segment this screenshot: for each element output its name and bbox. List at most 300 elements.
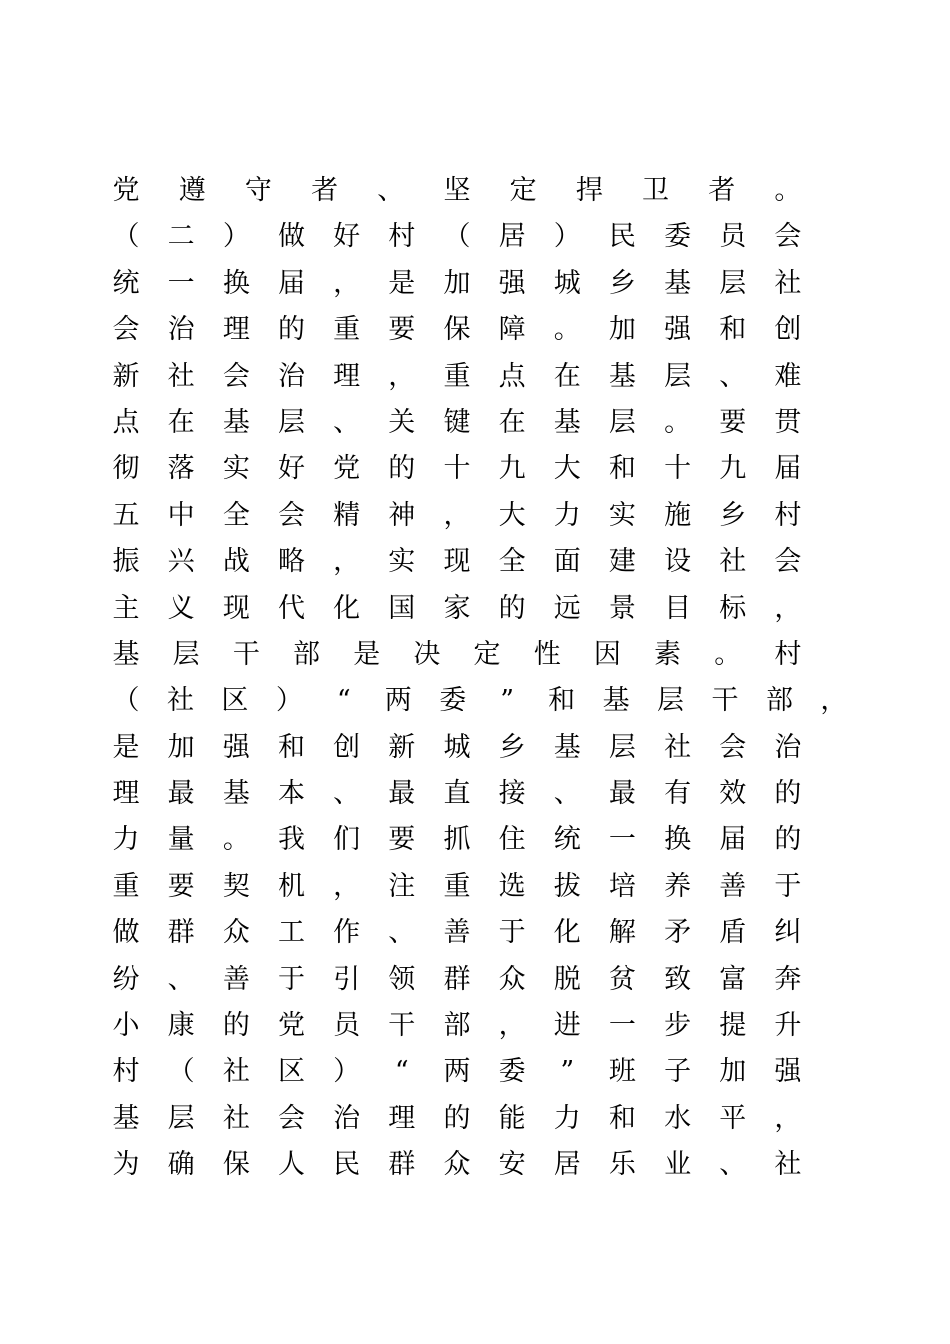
text-char: 神 <box>388 499 416 531</box>
text-char: 于 <box>277 963 305 995</box>
text-char: “ <box>336 685 351 717</box>
text-char: 班 <box>608 1056 636 1088</box>
text-char: 要 <box>388 824 416 856</box>
text-char: 于 <box>774 870 802 902</box>
text-char: 全 <box>222 499 250 531</box>
text-char: 基 <box>664 267 692 299</box>
text-char: 委 <box>498 1056 526 1088</box>
text-char: 党 <box>277 1010 305 1042</box>
text-char: 众 <box>222 917 250 949</box>
text-char: 居 <box>498 221 526 253</box>
text-line <box>110 586 804 632</box>
text-line <box>110 678 850 724</box>
text-char: 直 <box>443 778 471 810</box>
text-char: 实 <box>222 453 250 485</box>
text-char: 捍 <box>575 175 603 206</box>
text-char: 村 <box>112 1056 140 1088</box>
text-char: 机 <box>277 870 305 902</box>
text-char: 。 <box>222 824 250 856</box>
text-char: 面 <box>553 546 581 578</box>
text-char: 群 <box>167 917 195 949</box>
text-char: 因 <box>593 638 621 670</box>
text-char: 治 <box>774 731 802 763</box>
text-char: 换 <box>664 824 692 856</box>
text-char: ） <box>275 685 303 717</box>
text-char: （ <box>112 685 140 717</box>
text-char: 效 <box>719 778 747 810</box>
text-char: 做 <box>277 221 305 253</box>
text-char: 障 <box>498 314 526 346</box>
text-char: ， <box>333 546 361 578</box>
text-char: 居 <box>553 1149 581 1181</box>
text-char: 村 <box>388 221 416 253</box>
text-char: ” <box>560 1056 575 1088</box>
text-char: 强 <box>222 731 250 763</box>
text-char: 盾 <box>719 917 747 949</box>
text-char: 接 <box>498 778 526 810</box>
text-char: 实 <box>388 546 416 578</box>
text-char: 层 <box>657 685 685 717</box>
text-char: 标 <box>719 592 747 624</box>
text-char: 是 <box>388 267 416 299</box>
text-char: 义 <box>167 592 195 624</box>
text-char: 基 <box>553 406 581 438</box>
text-char: 力 <box>553 1102 581 1134</box>
text-char: ” <box>500 685 515 717</box>
text-char: 社 <box>719 546 747 578</box>
text-char: 纷 <box>112 963 140 995</box>
text-char: 略 <box>277 546 305 578</box>
text-char: 量 <box>167 824 195 856</box>
text-char: 乡 <box>719 499 747 531</box>
text-char: 社 <box>167 360 195 392</box>
text-char: 村 <box>774 638 802 670</box>
text-char: 城 <box>443 731 471 763</box>
text-char: 遵 <box>178 175 206 206</box>
text-char: 两 <box>443 1056 471 1088</box>
text-char: 层 <box>608 406 636 438</box>
text-char: 素 <box>654 638 682 670</box>
text-char: 党 <box>333 453 361 485</box>
text-char: 者 <box>311 175 339 206</box>
text-char: 的 <box>222 1010 250 1042</box>
text-char: 好 <box>333 221 361 253</box>
text-char: 善 <box>443 917 471 949</box>
text-char: 群 <box>388 1149 416 1181</box>
text-line <box>110 446 804 492</box>
text-char: 人 <box>277 1149 305 1181</box>
text-char: 有 <box>664 778 692 810</box>
text-char: 定 <box>509 175 537 206</box>
text-char: 基 <box>112 638 140 670</box>
text-line <box>110 493 804 539</box>
text-char: 换 <box>222 267 250 299</box>
body-text <box>110 168 850 1189</box>
text-char: ， <box>774 1102 802 1134</box>
text-char: 化 <box>553 917 581 949</box>
text-char: 点 <box>112 406 140 438</box>
text-char: （ <box>112 221 140 253</box>
text-char: 干 <box>232 638 260 670</box>
text-char: 们 <box>333 824 361 856</box>
text-char: 设 <box>664 546 692 578</box>
text-char: 和 <box>277 731 305 763</box>
text-char: 最 <box>388 778 416 810</box>
text-char: 坚 <box>443 175 471 206</box>
text-char: 基 <box>602 685 630 717</box>
text-char: 难 <box>774 360 802 392</box>
text-char: 社 <box>664 731 692 763</box>
text-char: 层 <box>277 406 305 438</box>
text-char: 要 <box>388 314 416 346</box>
text-char: 一 <box>167 267 195 299</box>
text-char: 振 <box>112 546 140 578</box>
text-char: 能 <box>498 1102 526 1134</box>
text-char: 、 <box>167 963 195 995</box>
text-char: 委 <box>664 221 692 253</box>
text-char: 乐 <box>608 1149 636 1181</box>
text-char: 乡 <box>608 267 636 299</box>
text-char: 和 <box>608 1102 636 1134</box>
text-char: 康 <box>167 1010 195 1042</box>
text-line <box>110 725 804 771</box>
text-char: ， <box>388 360 416 392</box>
text-char: 层 <box>167 1102 195 1134</box>
text-char: 理 <box>388 1102 416 1134</box>
text-char: 本 <box>277 778 305 810</box>
text-line <box>110 307 804 353</box>
text-char: 和 <box>548 685 576 717</box>
text-char: 社 <box>222 1056 250 1088</box>
text-char: 的 <box>277 314 305 346</box>
text-char: “ <box>394 1056 409 1088</box>
text-line <box>110 910 804 956</box>
text-char: 重 <box>112 870 140 902</box>
text-char: 的 <box>443 1102 471 1134</box>
text-char: 关 <box>388 406 416 438</box>
text-char: 干 <box>388 1010 416 1042</box>
text-char: 九 <box>498 453 526 485</box>
text-char: 最 <box>167 778 195 810</box>
text-char: 统 <box>553 824 581 856</box>
text-char: 在 <box>167 406 195 438</box>
text-char: ， <box>774 592 802 624</box>
text-char: ， <box>443 499 471 531</box>
text-char: 养 <box>664 870 692 902</box>
text-char: 作 <box>333 917 361 949</box>
text-char: 。 <box>774 175 802 206</box>
text-char: 基 <box>222 778 250 810</box>
text-char: 守 <box>244 175 272 206</box>
text-char: 、 <box>333 778 361 810</box>
text-char: 会 <box>719 731 747 763</box>
text-char: 加 <box>608 314 636 346</box>
text-line <box>110 817 804 863</box>
text-char: 、 <box>333 406 361 438</box>
text-char: 富 <box>719 963 747 995</box>
text-char: 业 <box>664 1149 692 1181</box>
text-char: 彻 <box>112 453 140 485</box>
text-char: ） <box>222 221 250 253</box>
text-char: 键 <box>443 406 471 438</box>
text-char: 贫 <box>608 963 636 995</box>
text-char: 贯 <box>774 406 802 438</box>
text-char: 委 <box>439 685 467 717</box>
text-char: 提 <box>719 1010 747 1042</box>
text-char: 是 <box>112 731 140 763</box>
text-char: 善 <box>222 963 250 995</box>
text-char: 五 <box>112 499 140 531</box>
text-char: 治 <box>333 1102 361 1134</box>
text-line <box>110 214 804 260</box>
text-line <box>110 539 804 585</box>
text-char: 矛 <box>664 917 692 949</box>
text-char: 社 <box>166 685 194 717</box>
text-char: 保 <box>443 314 471 346</box>
text-char: 决 <box>413 638 441 670</box>
text-char: 会 <box>774 221 802 253</box>
text-char: 的 <box>388 453 416 485</box>
text-char: 好 <box>277 453 305 485</box>
text-char: 。 <box>664 406 692 438</box>
text-char: 社 <box>222 1102 250 1134</box>
text-char: 建 <box>608 546 636 578</box>
text-char: 施 <box>664 499 692 531</box>
text-line <box>110 354 804 400</box>
text-char: 部 <box>443 1010 471 1042</box>
text-char: 性 <box>533 638 561 670</box>
text-char: 重 <box>333 314 361 346</box>
text-char: 民 <box>608 221 636 253</box>
text-char: 理 <box>333 360 361 392</box>
text-char: 会 <box>112 314 140 346</box>
text-char: 、 <box>377 175 405 206</box>
text-char: 实 <box>608 499 636 531</box>
text-char: 届 <box>277 267 305 299</box>
text-char: 统 <box>112 267 140 299</box>
text-char: 会 <box>222 360 250 392</box>
text-char: 会 <box>277 1102 305 1134</box>
text-char: 层 <box>608 731 636 763</box>
text-char: 。 <box>714 638 742 670</box>
text-line <box>110 1142 804 1188</box>
text-char: 抓 <box>443 824 471 856</box>
text-char: 十 <box>443 453 471 485</box>
text-char: 社 <box>774 267 802 299</box>
text-char: 培 <box>608 870 636 902</box>
text-char: 大 <box>553 453 581 485</box>
text-char: 的 <box>498 592 526 624</box>
text-char: 战 <box>222 546 250 578</box>
text-char: 会 <box>774 546 802 578</box>
text-char: 加 <box>443 267 471 299</box>
text-char: 定 <box>473 638 501 670</box>
text-char: 员 <box>719 221 747 253</box>
text-char: 的 <box>774 778 802 810</box>
text-char: （ <box>443 221 471 253</box>
text-char: 点 <box>498 360 526 392</box>
text-char: 员 <box>333 1010 361 1042</box>
text-char: ） <box>333 1056 361 1088</box>
text-char: 届 <box>774 453 802 485</box>
text-char: 基 <box>553 731 581 763</box>
text-char: ， <box>333 870 361 902</box>
text-line <box>110 400 804 446</box>
text-char: 届 <box>719 824 747 856</box>
text-line <box>110 771 804 817</box>
text-char: 区 <box>221 685 249 717</box>
text-char: 理 <box>222 314 250 346</box>
text-char: 做 <box>112 917 140 949</box>
text-char: 子 <box>664 1056 692 1088</box>
text-char: 众 <box>498 963 526 995</box>
text-char: 。 <box>553 314 581 346</box>
text-char: 的 <box>774 824 802 856</box>
text-char: 住 <box>498 824 526 856</box>
text-char: 最 <box>608 778 636 810</box>
text-char: 一 <box>608 1010 636 1042</box>
text-char: 为 <box>112 1149 140 1181</box>
text-char: 强 <box>498 267 526 299</box>
text-char: 要 <box>719 406 747 438</box>
text-char: 代 <box>277 592 305 624</box>
text-char: 纠 <box>774 917 802 949</box>
text-char: 、 <box>719 1149 747 1181</box>
text-line <box>110 1096 804 1142</box>
text-char: 远 <box>553 592 581 624</box>
text-char: 主 <box>112 592 140 624</box>
text-char: 全 <box>498 546 526 578</box>
text-char: 和 <box>608 453 636 485</box>
text-char: 城 <box>553 267 581 299</box>
text-line <box>110 1003 804 1049</box>
text-char: 脱 <box>553 963 581 995</box>
text-char: 治 <box>277 360 305 392</box>
text-char: 中 <box>167 499 195 531</box>
text-char: 确 <box>167 1149 195 1181</box>
text-char: 小 <box>112 1010 140 1042</box>
text-char: 现 <box>443 546 471 578</box>
text-char: 部 <box>293 638 321 670</box>
text-line <box>110 632 804 678</box>
text-char: 选 <box>498 870 526 902</box>
text-char: 村 <box>774 499 802 531</box>
text-char: 干 <box>711 685 739 717</box>
text-char: 强 <box>774 1056 802 1088</box>
text-char: 强 <box>664 314 692 346</box>
text-char: 民 <box>333 1149 361 1181</box>
text-char: 理 <box>112 778 140 810</box>
text-char: 、 <box>719 360 747 392</box>
text-char: 基 <box>112 1102 140 1134</box>
text-char: 区 <box>277 1056 305 1088</box>
text-char: 十 <box>664 453 692 485</box>
text-char: ， <box>820 685 848 717</box>
text-char: 层 <box>664 360 692 392</box>
text-char: 保 <box>222 1149 250 1181</box>
text-char: 一 <box>608 824 636 856</box>
text-char: 化 <box>333 592 361 624</box>
text-char: 引 <box>333 963 361 995</box>
text-char: 拔 <box>553 870 581 902</box>
text-char: 步 <box>664 1010 692 1042</box>
text-char: 我 <box>277 824 305 856</box>
text-line <box>110 261 804 307</box>
text-char: 两 <box>384 685 412 717</box>
text-char: 在 <box>498 406 526 438</box>
text-char: 和 <box>719 314 747 346</box>
text-char: 注 <box>388 870 416 902</box>
text-char: 创 <box>774 314 802 346</box>
text-char: 加 <box>167 731 195 763</box>
text-char: 社 <box>774 1149 802 1181</box>
text-char: （ <box>167 1056 195 1088</box>
text-char: 大 <box>498 499 526 531</box>
text-char: 、 <box>553 778 581 810</box>
text-char: ， <box>498 1010 526 1042</box>
text-char: 景 <box>608 592 636 624</box>
text-char: 党 <box>112 175 140 206</box>
text-char: 层 <box>172 638 200 670</box>
text-line <box>110 864 804 910</box>
text-char: 新 <box>388 731 416 763</box>
text-char: 精 <box>333 499 361 531</box>
text-line <box>110 168 804 214</box>
text-char: 在 <box>553 360 581 392</box>
text-char: 现 <box>222 592 250 624</box>
text-char: 目 <box>664 592 692 624</box>
text-char: 善 <box>719 870 747 902</box>
text-char: 卫 <box>642 175 669 206</box>
text-char: 国 <box>388 592 416 624</box>
text-char: 是 <box>353 638 381 670</box>
text-char: 重 <box>443 360 471 392</box>
text-char: 创 <box>333 731 361 763</box>
text-char: ） <box>553 221 581 253</box>
text-char: 工 <box>277 917 305 949</box>
text-char: 进 <box>553 1010 581 1042</box>
text-char: 要 <box>167 870 195 902</box>
text-char: 层 <box>719 267 747 299</box>
text-char: 、 <box>388 917 416 949</box>
text-char: 安 <box>498 1149 526 1181</box>
text-line <box>110 957 804 1003</box>
text-char: ， <box>333 267 361 299</box>
text-char: 二 <box>167 221 195 253</box>
text-char: 会 <box>277 499 305 531</box>
text-line <box>110 1049 804 1095</box>
text-char: 奔 <box>774 963 802 995</box>
text-char: 领 <box>388 963 416 995</box>
text-char: 者 <box>708 175 736 206</box>
text-char: 群 <box>443 963 471 995</box>
text-char: 家 <box>443 592 471 624</box>
text-char: 重 <box>443 870 471 902</box>
text-char: 九 <box>719 453 747 485</box>
text-char: 基 <box>222 406 250 438</box>
text-char: 新 <box>112 360 140 392</box>
text-char: 解 <box>608 917 636 949</box>
text-char: 升 <box>774 1010 802 1042</box>
text-char: 落 <box>167 453 195 485</box>
text-char: 力 <box>553 499 581 531</box>
text-char: 基 <box>608 360 636 392</box>
text-char: 乡 <box>498 731 526 763</box>
text-char: 力 <box>112 824 140 856</box>
text-char: 致 <box>664 963 692 995</box>
text-char: 于 <box>498 917 526 949</box>
text-char: 平 <box>719 1102 747 1134</box>
